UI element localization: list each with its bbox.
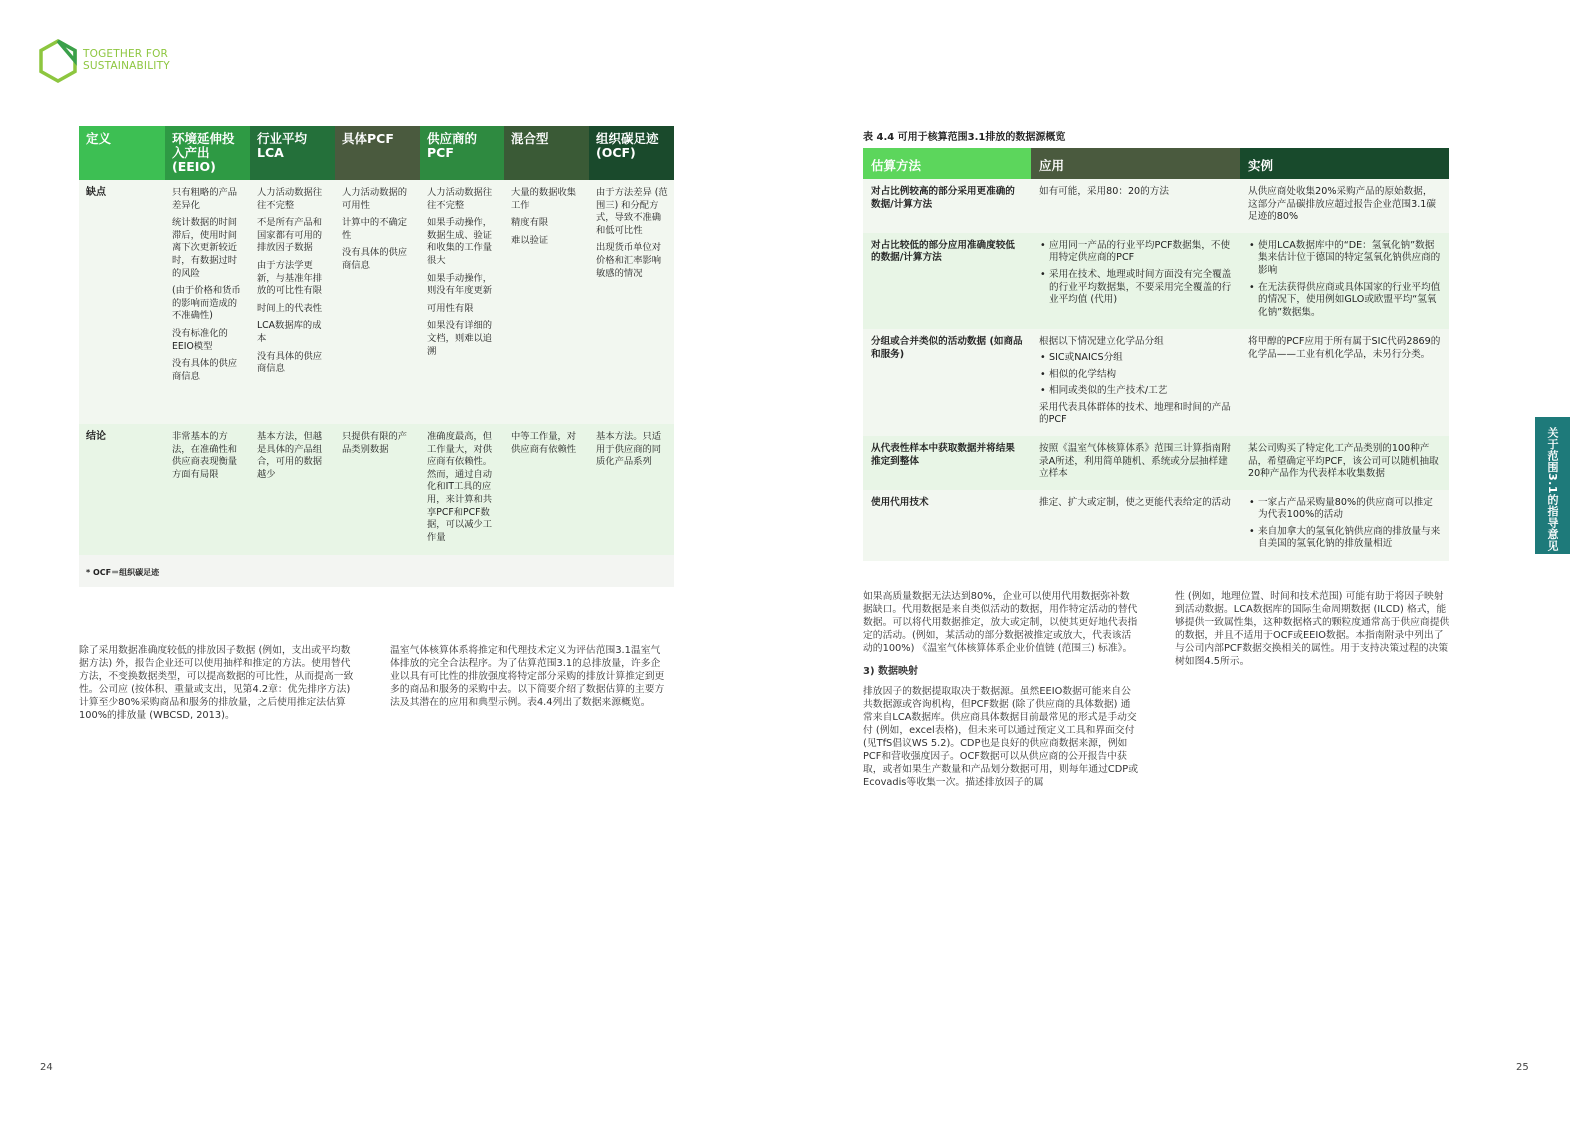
comparison-table-body	[79, 180, 674, 555]
table-cell	[250, 180, 335, 424]
application-cell	[1031, 436, 1240, 490]
table-row	[79, 424, 674, 555]
method-cell: 对占比较低的部分应用准确度较低的数据/计算方法	[871, 239, 1015, 264]
cell-text: 采用代表具体群体的技术、地理和时间的产品的PCF	[1039, 401, 1231, 426]
data-sources-table	[863, 148, 1449, 561]
column-header: 组织碳足迹 (OCF)	[589, 126, 674, 180]
column-header: 行业平均 LCA	[250, 126, 335, 180]
cell-text: LCA数据库的成本	[257, 320, 322, 344]
cell-text: 可用性有限	[427, 302, 474, 314]
cell-text: 没有具体的供应商信息	[257, 350, 323, 375]
table-caption: 表 4.4 可用于核算范围3.1排放的数据源概览	[863, 132, 1066, 143]
cell-text: 如果手动操作，数据生成、验证和收集的工作量很大	[427, 217, 493, 266]
paragraph: 性 (例如，地理位置、时间和技术范围) 可能有助于将因子映射到活动数据。LCA数据库的国际生命周期数据 (ILCD) 格式，能够提供一致属性集，这种数据格式的颗粒度通常高于供应商提供的数据，并且不适用于OCF或EEIO数据。本指南附录中列出了与公司内部PCF数据交换相关的属性。用于支持决策过程的决策树如图4.5所示。	[1175, 591, 1450, 667]
bullet-list	[1248, 497, 1441, 551]
table-row	[863, 490, 1449, 561]
cell-text: 难以验证	[511, 234, 549, 246]
tfs-logo	[38, 39, 168, 83]
cell-text: 没有具体的供应商信息	[172, 358, 238, 382]
right-text-col-1	[863, 590, 1139, 796]
cell-text: 中等工作量，对供应商有依赖性	[511, 431, 577, 455]
cell-text: 由于方法学更新，与基准年排放的可比性有限	[257, 259, 323, 297]
column-header: 环境延伸投入产出 (EEIO)	[165, 126, 250, 180]
example-cell	[1240, 436, 1449, 490]
cell-text: 计算中的不确定性	[342, 217, 408, 241]
row-header: 缺点	[86, 187, 106, 198]
logo-line-1: TOGETHER FOR	[83, 48, 169, 60]
method-cell: 对占比例较高的部分采用更准确的数据/计算方法	[871, 186, 1015, 210]
table-cell	[504, 424, 589, 555]
bullet-item: • 在无法获得供应商或具体国家的行业平均值的情况下，使用例如GLO或欧盟平均“氢氧化钠”数据集。	[1258, 282, 1441, 320]
table-footnote: * OCF＝组织碳足迹	[79, 555, 674, 587]
left-text-col-2	[390, 644, 666, 716]
cell-text: 将甲醇的PCF应用于所有属于SIC代码2869的化学品——工业有机化学品，未另行分类。	[1248, 336, 1441, 360]
section-subhead: 3) 数据映射	[863, 666, 919, 677]
method-cell: 使用代用技术	[871, 496, 929, 508]
paragraph: 排放因子的数据提取取决于数据源。虽然EEIO数据可能来自公共数据源或咨询机构，但PCF数据 (除了供应商的具体数据) 通常来自LCA数据库。供应商具体数据目前最常见的形式是手动交付 (例如，excel表格)，但未来可以通过预定义工具和界面交付 (见TfS倡议WS 5.2)。CDP也是良好的供应商数据来源，例如PCF和营收强度因子。OCF数据可以从供应商的公开报告中获取，或者如果生产数量和产品划分数据可用，则每年通过CDP或Ecovadis等收集一次。描述排放因子的属	[863, 686, 1139, 788]
table-cell	[335, 424, 420, 555]
page-number-left: 24	[40, 1062, 53, 1073]
cell-text: 某公司购买了特定化工产品类别的100种产品，希望确定平均PCF，该公司可以随机抽取20种产品作为代表样本收集数据	[1248, 442, 1439, 480]
comparison-table	[79, 126, 674, 587]
table-row	[863, 329, 1449, 436]
cell-text: 人力活动数据的可用性	[342, 187, 408, 211]
cell-text: 如果手动操作，则没有年度更新	[427, 272, 493, 297]
bullet-list	[1039, 352, 1232, 398]
cell-text: 人力活动数据往往不完整	[427, 187, 493, 211]
cell-text: 基本方法，但越是具体的产品组合，可用的数据越少	[257, 431, 323, 480]
application-cell	[1031, 233, 1240, 330]
bullet-item: • 使用LCA数据库中的“DE：氢氧化钠”数据集来估计位于德国的特定氢氧化钠供应商的影响	[1258, 240, 1441, 278]
cell-text: 出现货币单位对价格和汇率影响敏感的情况	[596, 242, 662, 279]
bullet-item: • SIC或NAICS分组	[1049, 352, 1232, 365]
method-cell: 分组或合并类似的活动数据 (如商品和服务)	[871, 336, 1023, 360]
table-row	[863, 179, 1449, 233]
cell-text: 如有可能，采用80：20的方法	[1039, 186, 1169, 197]
table-row	[863, 233, 1449, 330]
table-row	[863, 436, 1449, 490]
paragraph: 温室气体核算体系将推定和代理技术定义为评估范围3.1温室气体排放的完全合法程序。为了估算范围3.1的总排放量，许多企业以具有可比性的排放强度将特定部分采购的排放计算推定到更多的商品和服务的采购中去。以下简要介绍了数据估算的主要方法及其潜在的应用和典型示例。表4.4列出了数据来源概览。	[390, 645, 665, 708]
cell-text: 推定、扩大或定制，使之更能代表给定的活动	[1039, 496, 1231, 508]
cell-text: 按照《温室气体核算体系》范围三计算指南附录A所述，利用简单随机、系统或分层抽样建立样本	[1039, 442, 1231, 480]
bullet-item: • 相似的化学结构	[1049, 369, 1232, 382]
data-sources-table-header	[863, 148, 1449, 179]
cell-text: 没有具体的供应商信息	[342, 247, 408, 271]
bullet-item: • 采用在技术、地理或时间方面没有完全覆盖的行业平均数据集，不要采用完全覆盖的行业平均值 (代用)	[1049, 269, 1232, 307]
column-header: 混合型	[504, 126, 589, 180]
column-header: 供应商的 PCF	[420, 126, 504, 180]
cell-text: 大量的数据收集工作	[511, 187, 577, 211]
data-sources-table-body	[863, 179, 1449, 561]
table-cell	[589, 424, 674, 555]
cell-text: 统计数据的时间滞后，使用时间离下次更新较近时，有数据过时的风险	[172, 217, 238, 279]
paragraph: 如果高质量数据无法达到80%，企业可以使用代用数据弥补数据缺口。代用数据是来自类似活动的数据，用作特定活动的替代数据。可以将代用数据推定，放大或定制，以使其更好地代表指定的活动。(例如，某活动的部分数据被推定或放大，代表该活动的100%) 《温室气体核算体系企业价值链 (范围三) 标准》。	[863, 591, 1138, 654]
cell-text: 没有标准化的EEIO模型	[172, 327, 228, 352]
cell-text: 精度有限	[511, 217, 549, 229]
cell-text: 人力活动数据往往不完整	[257, 187, 323, 211]
cell-text: 只提供有限的产品类别数据	[342, 431, 408, 455]
cell-text: 只有粗略的产品差异化	[172, 187, 238, 211]
column-header: 实例	[1240, 148, 1449, 179]
example-cell	[1240, 179, 1449, 233]
right-text-col-2	[1175, 590, 1451, 675]
table-cell	[504, 180, 589, 424]
hexagon-logo-icon	[38, 39, 78, 83]
table-cell	[250, 424, 335, 555]
table-row	[79, 180, 674, 424]
table-cell	[165, 180, 250, 424]
application-cell	[1031, 329, 1240, 436]
cell-text: 从供应商处收集20%采购产品的原始数据，这部分产品碳排放应超过报告企业范围3.1碳足迹的80%	[1248, 186, 1436, 223]
cell-text: 不是所有产品和国家都有可用的排放因子数据	[257, 217, 323, 254]
method-cell: 从代表性样本中获取数据并将结果推定到整体	[871, 442, 1015, 467]
column-header: 定义	[79, 126, 165, 180]
bullet-list	[1039, 240, 1232, 307]
table-cell	[420, 180, 504, 424]
example-cell	[1240, 329, 1449, 436]
bullet-item: • 一家占产品采购量80%的供应商可以推定为代表100%的活动	[1258, 497, 1441, 522]
bullet-item: • 来自加拿大的氢氧化钠供应商的排放量与来自美国的氢氧化钠的排放量相近	[1258, 526, 1441, 551]
application-cell	[1031, 179, 1240, 233]
cell-text: 准确度最高，但工作量大，对供应商有依赖性。然而，通过自动化和IT工具的应用，来计算和共享PCF和PCF数据，可以减少工作量	[427, 431, 493, 543]
left-text-col-1	[79, 644, 355, 729]
column-header: 具体PCF	[335, 126, 420, 180]
table-cell	[420, 424, 504, 555]
cell-text: 根据以下情况建立化学品分组	[1039, 336, 1164, 348]
bullet-item: • 应用同一产品的行业平均PCF数据集，不使用特定供应商的PCF	[1049, 240, 1232, 265]
paragraph: 除了采用数据准确度较低的排放因子数据 (例如，支出或平均数据方法) 外，报告企业还可以使用抽样和推定的方法。使用替代方法，不变换数据类型，可以提高数据的可比性，从而提高一致性。公司应 (按体积、重量或支出，见第4.2章：优先排序方法) 计算至少80%采购商品和服务的排放量，之后使用推定法估算100%的排放量 (WBCSD, 2013)。	[79, 645, 354, 721]
comparison-table-header	[79, 126, 674, 180]
cell-text: 非常基本的方法，在准确性和供应商表现衡量方面有局限	[172, 431, 238, 480]
application-cell	[1031, 490, 1240, 561]
cell-text: 由于方法差异 (范围三) 和分配方式，导致不准确和低可比性	[596, 187, 668, 236]
logo-wordmark	[83, 48, 170, 72]
page-number-right: 25	[1516, 1062, 1529, 1073]
example-cell	[1240, 490, 1449, 561]
logo-line-2: SUSTAINABILITY	[83, 60, 170, 72]
cell-text: 基本方法。只适用于供应商的同质化产品系列	[596, 431, 662, 468]
column-header: 估算方法	[863, 148, 1031, 179]
column-header: 应用	[1031, 148, 1240, 179]
cell-text: 时间上的代表性	[257, 302, 323, 314]
table-cell	[165, 424, 250, 555]
bullet-item: • 相同或类似的生产技术/工艺	[1049, 385, 1232, 398]
side-tab-label: 关于范围3.1的指导意见	[1546, 427, 1559, 552]
table-cell	[335, 180, 420, 424]
cell-text: (由于价格和货币的影响而造成的不准确性)	[172, 285, 241, 322]
bullet-list	[1248, 240, 1441, 320]
example-cell	[1240, 233, 1449, 330]
table-cell	[589, 180, 674, 424]
cell-text: 如果没有详细的文档，则难以追溯	[427, 320, 493, 357]
chapter-side-tab[interactable]	[1535, 417, 1570, 554]
row-header: 结论	[86, 431, 106, 442]
